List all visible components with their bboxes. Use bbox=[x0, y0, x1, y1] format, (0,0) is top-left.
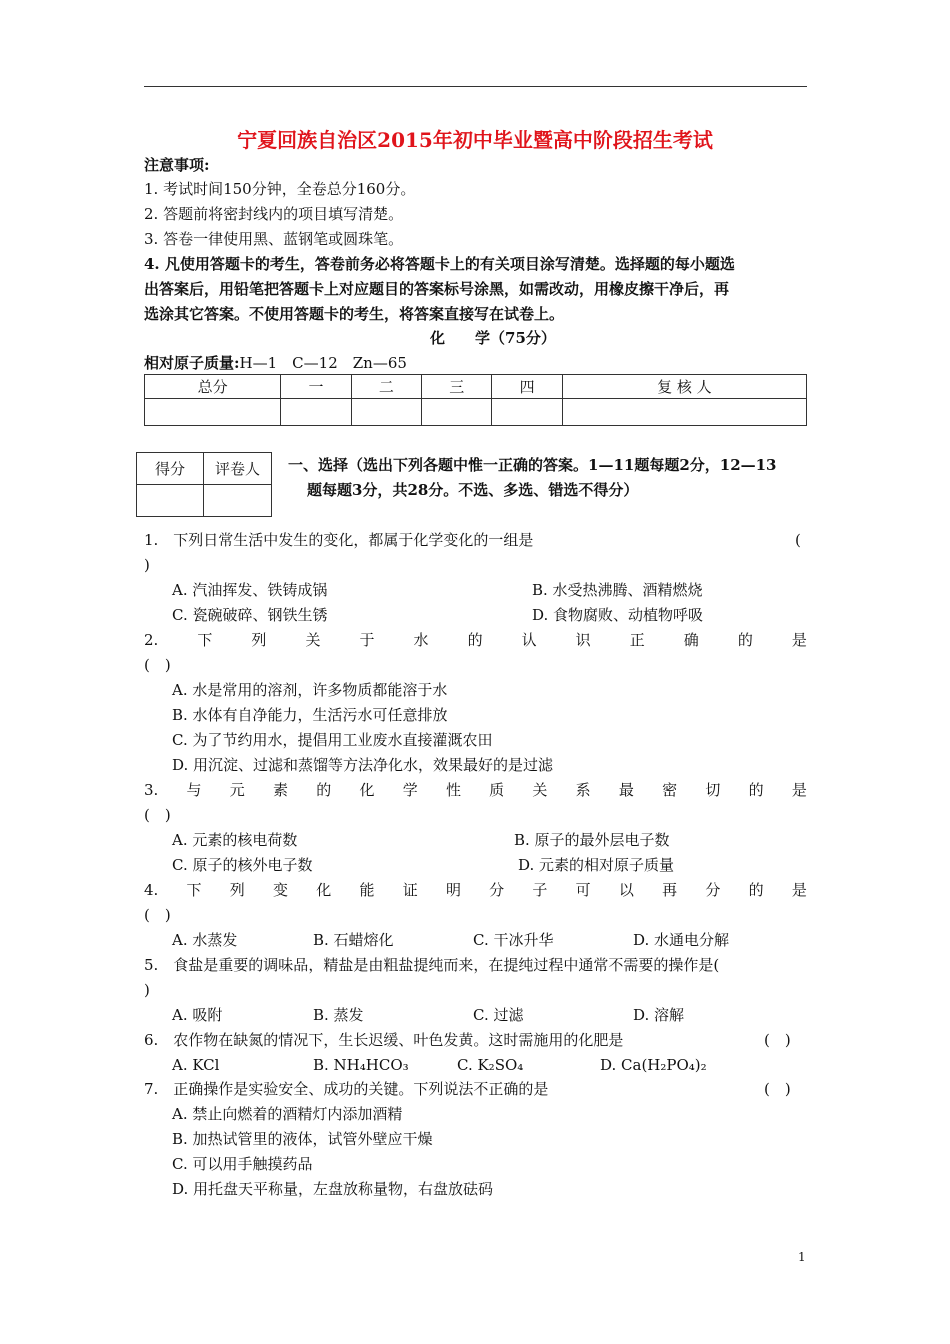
question-4-option-a[interactable]: A. 水蒸发 bbox=[172, 931, 238, 949]
question-6-text: 6. 农作物在缺氮的情况下，生长迟缓、叶色发黄。这时需施用的化肥是 bbox=[144, 1031, 624, 1049]
score-header-1: 一 bbox=[281, 375, 351, 399]
question-3-paren: ( ) bbox=[144, 806, 171, 824]
question-1-paren-open: ( bbox=[795, 531, 801, 549]
notice-item-1: 1. 考试时间150分钟，全卷总分160分。 bbox=[144, 180, 416, 198]
question-5-paren-close: ) bbox=[144, 981, 150, 999]
grader-name-cell[interactable] bbox=[204, 485, 272, 517]
question-6-paren: ( ) bbox=[764, 1031, 791, 1049]
question-5-text: 5. 食盐是重要的调味品，精盐是由粗盐提纯而来，在提纯过程中通常不需要的操作是( bbox=[144, 956, 720, 974]
question-4-option-c[interactable]: C. 干冰升华 bbox=[473, 931, 554, 949]
question-3-option-b[interactable]: B. 原子的最外层电子数 bbox=[514, 831, 670, 849]
notice-item-4-line2: 出答案后，用铅笔把答题卡上对应题目的答案标号涂黑，如需改动，用橡皮擦干净后，再 bbox=[144, 280, 730, 298]
notice-item-4-line1: 4. 凡使用答题卡的考生，答卷前务必将答题卡上的有关项目涂写清楚。选择题的每小题选 bbox=[144, 255, 735, 273]
score-header-total: 总分 bbox=[145, 375, 281, 399]
score-cell-2[interactable] bbox=[351, 399, 421, 426]
exam-title: 宁夏回族自治区2015年初中毕业暨高中阶段招生考试 bbox=[237, 128, 713, 152]
score-header-reviewer: 复 核 人 bbox=[562, 375, 806, 399]
grader-box bbox=[136, 452, 272, 517]
score-header-2: 二 bbox=[351, 375, 421, 399]
question-3-text: 3. 与 元 素 的 化 学 性 质 关 系 最 密 切 的 是 bbox=[144, 781, 807, 799]
question-2-option-a[interactable]: A. 水是常用的溶剂，许多物质都能溶于水 bbox=[172, 681, 448, 699]
score-cell-total[interactable] bbox=[145, 399, 281, 426]
section1-instructions-line2: 题每题3分，共28分。不选、多选、错选不得分） bbox=[307, 481, 639, 499]
question-2-option-d[interactable]: D. 用沉淀、过滤和蒸馏等方法净化水，效果最好的是过滤 bbox=[172, 756, 554, 774]
question-6-option-c[interactable]: C. K₂SO₄ bbox=[457, 1056, 524, 1074]
notice-item-3: 3. 答卷一律使用黑、蓝钢笔或圆珠笔。 bbox=[144, 230, 404, 248]
question-7-paren: ( ) bbox=[764, 1080, 791, 1098]
question-5-option-c[interactable]: C. 过滤 bbox=[473, 1006, 524, 1024]
score-header-3: 三 bbox=[422, 375, 492, 399]
question-1-text: 1. 下列日常生活中发生的变化，都属于化学变化的一组是 bbox=[144, 531, 534, 549]
score-header-4: 四 bbox=[492, 375, 562, 399]
question-2-paren: ( ) bbox=[144, 656, 171, 674]
score-cell-reviewer[interactable] bbox=[562, 399, 806, 426]
notice-item-4-line3: 选涂其它答案。不使用答题卡的考生，将答案直接写在试卷上。 bbox=[144, 305, 565, 323]
grader-score-label: 得分 bbox=[137, 453, 204, 485]
question-2-option-b[interactable]: B. 水体有自净能力，生活污水可任意排放 bbox=[172, 706, 448, 724]
score-cell-4[interactable] bbox=[492, 399, 562, 426]
question-7-option-d[interactable]: D. 用托盘天平称量，左盘放称量物，右盘放砝码 bbox=[172, 1180, 494, 1198]
question-4-option-d[interactable]: D. 水通电分解 bbox=[633, 931, 730, 949]
question-5-option-d[interactable]: D. 溶解 bbox=[633, 1006, 685, 1024]
grader-score-cell[interactable] bbox=[137, 485, 204, 517]
question-1-option-b[interactable]: B. 水受热沸腾、酒精燃烧 bbox=[532, 581, 703, 599]
question-6-option-d[interactable]: D. Ca(H₂PO₄)₂ bbox=[600, 1056, 707, 1074]
question-7-text: 7. 正确操作是实验安全、成功的关键。下列说法不正确的是 bbox=[144, 1080, 549, 1098]
header-rule bbox=[144, 86, 807, 87]
atomic-mass bbox=[144, 353, 407, 373]
subject-heading: 化 学（75分） bbox=[430, 329, 556, 347]
section1-instructions-line1: 一、选择（选出下列各题中惟一正确的答案。1—11题每题2分，12—13 bbox=[288, 456, 777, 474]
grader-name-label: 评卷人 bbox=[204, 453, 272, 485]
question-7-option-a[interactable]: A. 禁止向燃着的酒精灯内添加酒精 bbox=[172, 1105, 403, 1123]
question-3-option-a[interactable]: A. 元素的核电荷数 bbox=[172, 831, 298, 849]
question-7-option-c[interactable]: C. 可以用手触摸药品 bbox=[172, 1155, 313, 1173]
notice-heading: 注意事项: bbox=[144, 156, 210, 174]
page-number: 1 bbox=[798, 1250, 806, 1264]
question-6-option-a[interactable]: A. KCl bbox=[172, 1056, 220, 1074]
atomic-mass-label: 相对原子质量: bbox=[144, 354, 240, 372]
question-7-option-b[interactable]: B. 加热试管里的液体，试管外壁应干燥 bbox=[172, 1130, 433, 1148]
question-2-option-c[interactable]: C. 为了节约用水，提倡用工业废水直接灌溉农田 bbox=[172, 731, 493, 749]
question-4-paren: ( ) bbox=[144, 906, 171, 924]
question-1-option-c[interactable]: C. 瓷碗破碎、钢铁生锈 bbox=[172, 606, 328, 624]
question-6-option-b[interactable]: B. NH₄HCO₃ bbox=[313, 1056, 409, 1074]
question-4-text: 4. 下 列 变 化 能 证 明 分 子 可 以 再 分 的 是 bbox=[144, 881, 807, 899]
question-3-option-c[interactable]: C. 原子的核外电子数 bbox=[172, 856, 313, 874]
question-1-option-a[interactable]: A. 汽油挥发、铁铸成锅 bbox=[172, 581, 328, 599]
score-cell-1[interactable] bbox=[281, 399, 351, 426]
question-4-option-b[interactable]: B. 石蜡熔化 bbox=[313, 931, 394, 949]
question-2-text: 2. 下 列 关 于 水 的 认 识 正 确 的 是 bbox=[144, 631, 807, 649]
question-1-option-d[interactable]: D. 食物腐败、动植物呼吸 bbox=[532, 606, 704, 624]
question-3-option-d[interactable]: D. 元素的相对原子质量 bbox=[518, 856, 675, 874]
question-5-option-b[interactable]: B. 蒸发 bbox=[313, 1006, 364, 1024]
score-table bbox=[144, 374, 807, 426]
notice-item-2: 2. 答题前将密封线内的项目填写清楚。 bbox=[144, 205, 404, 223]
question-1-paren-close: ) bbox=[144, 556, 150, 574]
score-cell-3[interactable] bbox=[422, 399, 492, 426]
atomic-mass-values: H—1 C—12 Zn—65 bbox=[239, 354, 407, 372]
question-5-option-a[interactable]: A. 吸附 bbox=[172, 1006, 223, 1024]
